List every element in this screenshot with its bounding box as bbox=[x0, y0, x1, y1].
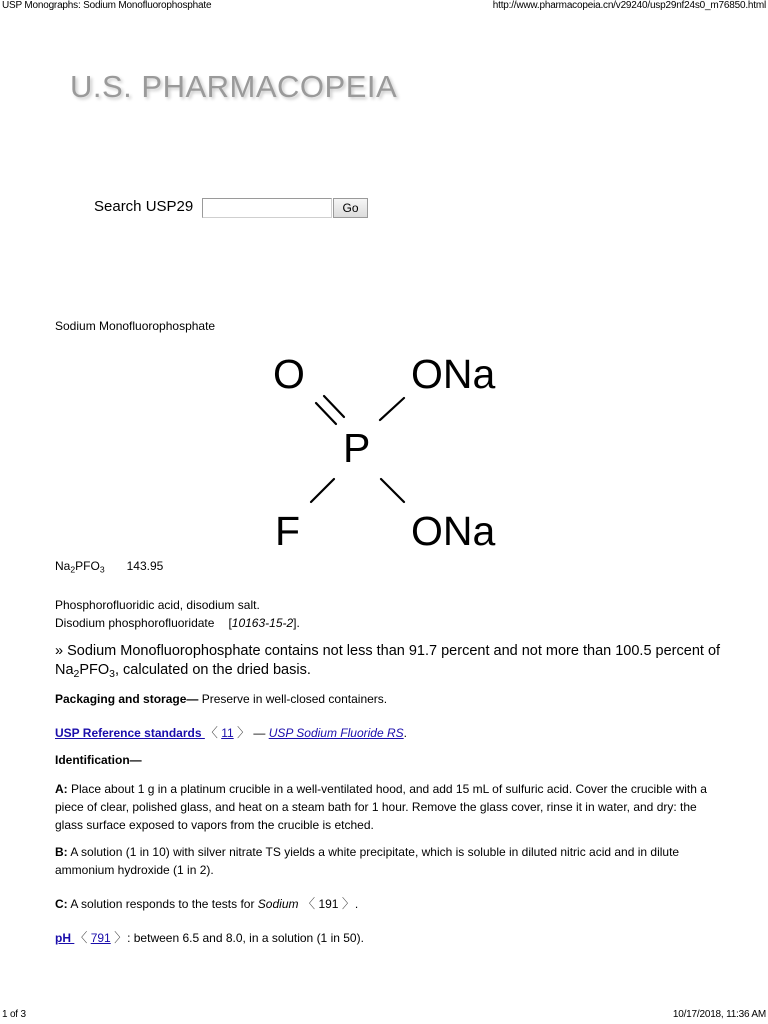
reference-standards-section: USP Reference standards 〈 11 〉 — USP Sodium Fluoride RS. bbox=[55, 725, 407, 740]
chapter-11-link[interactable]: 11 bbox=[221, 726, 234, 740]
print-footer-page-count: 1 of 3 bbox=[2, 1009, 26, 1020]
identification-test-b: B: A solution (1 in 10) with silver nitrate TS yields a white precipitate, which is soluble in diluted nitric acid and in dilute ammonium hydroxide (1 in 2). bbox=[55, 845, 680, 877]
chemical-structure bbox=[255, 338, 507, 556]
alt-name-1: Phosphorofluoridic acid, disodium salt. bbox=[55, 598, 260, 612]
monograph-title: Sodium Monofluorophosphate bbox=[55, 319, 216, 333]
monograph-definition: » Sodium Monofluorophosphate contains not less than 91.7 percent and not more than 100.5 percent of $Na_2PFO_3$, calculated on the dried basis. bbox=[55, 643, 721, 681]
identification-test-a: A: Place about 1 g in a platinum crucible in a well-ventilated hood, and add 15 mL of sulfuric acid. Cover the crucible with a piece of clear, polished glass, and heat on a steam bath for 1 hour. Remove the glass cover, rinse it in water, and dry: the glass surface exposed to vapors from the crucible is etched. bbox=[55, 782, 707, 832]
atom-p-center: P bbox=[343, 425, 371, 471]
bond-p-ona-bottom bbox=[381, 479, 404, 502]
print-header-title: USP Monographs: Sodium Monofluorophosphate bbox=[2, 0, 212, 11]
atom-ona-bottom: ONa bbox=[411, 508, 496, 554]
cas-number: [10163-15-2]. bbox=[228, 616, 300, 630]
molecular-weight: 143.95 bbox=[126, 559, 164, 573]
sodium-fluoride-rs-link[interactable]: USP Sodium Fluoride RS bbox=[268, 726, 404, 740]
print-header-url: http://www.pharmacopeia.cn/v29240/usp29nf24s0_m76850.html bbox=[492, 0, 766, 11]
bond-p-ona-top bbox=[380, 398, 404, 420]
chapter-791-link[interactable]: 791 bbox=[90, 931, 111, 945]
bond-p-f bbox=[311, 479, 334, 502]
atom-o-top: O bbox=[273, 351, 305, 397]
atom-ona-top: ONa bbox=[411, 351, 496, 397]
search-label: Search USP29 bbox=[94, 198, 194, 215]
identification-heading: Identification— bbox=[55, 753, 142, 767]
alt-name-2: Disodium phosphorofluoridate [10163-15-2]. bbox=[55, 616, 300, 630]
print-footer-timestamp: 10/17/2018, 11:36 AM bbox=[672, 1009, 766, 1020]
go-button[interactable]: Go bbox=[333, 198, 368, 218]
search-input[interactable] bbox=[202, 198, 332, 218]
ph-section: pH 〈 791 〉: between 6.5 and 8.0, in a solution (1 in 50). bbox=[55, 930, 364, 945]
ph-link[interactable]: pH bbox=[55, 931, 75, 945]
atom-f-bottom: F bbox=[275, 508, 301, 554]
packaging-section: Packaging and storage— Preserve in well-closed containers. bbox=[55, 692, 388, 706]
usp-logo-title: U.S. PHARMACOPEIA bbox=[70, 69, 398, 104]
reference-standards-link[interactable]: USP Reference standards bbox=[55, 726, 205, 740]
packaging-heading: Packaging and storage— bbox=[55, 692, 199, 706]
molecular-formula: $Na_2PFO_3$ 143.95 bbox=[55, 559, 164, 575]
identification-test-c: C: A solution responds to the tests for Sodium 〈 191 〉. bbox=[55, 896, 359, 911]
